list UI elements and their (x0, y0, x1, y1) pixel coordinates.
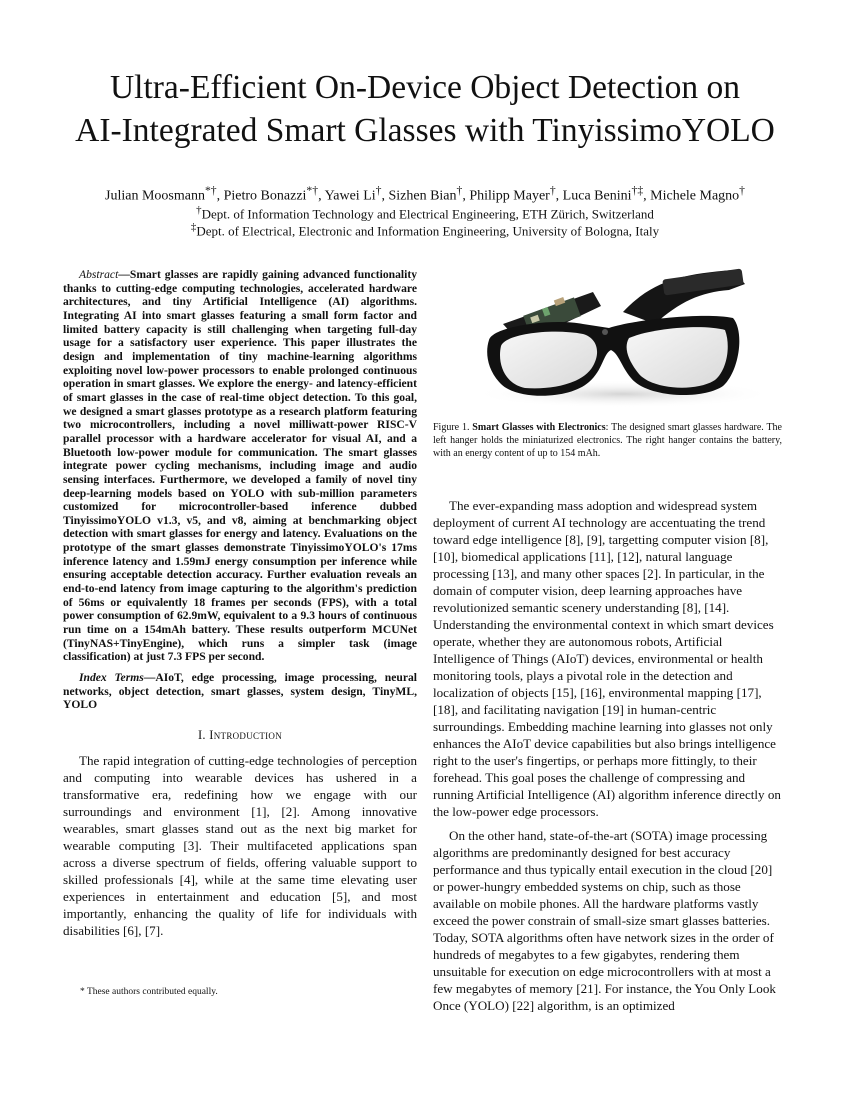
author-name: Sizhen Bian (388, 188, 457, 204)
affiliation-mark: ‡ (190, 221, 197, 233)
figure-smart-glasses (433, 262, 787, 417)
author-list: Julian Moosmann*†, Pietro Bonazzi*†, Yawei Li†, Sizhen Bian†, Philipp Mayer†, Luca Benini†‡, Michele Magno† (105, 184, 745, 204)
intro-paragraph-3: On the other hand, state-of-the-art (SOTA) image processing algorithms are predominantly designed for best accuracy performance and thus typically entail execution in the cloud [20] or power-hungry embedded systems on chip, such as those available on mobile phones. All the hardware platforms vastly exceed the power constrain of small-size smart glasses batteries. Today, SOTA algorithms often have network sizes in the order of hundreds of megabytes to a few gigabytes, rendering them unsuitable for execution on edge microcontrollers with at most a few megabytes of memory [21]. For instance, the You Only Look Once (YOLO) [22] algorithm, is an optimized (433, 828, 776, 1013)
intro-paragraph-1: The rapid integration of cutting-edge technologies of perception and computing into wearable devices has ushered in a transformative era, redefining how we engage with our surroundings and environment [1], [2]. Among innovative wearables, smart glasses stand out as the next big market for wearable computing [3]. Their multifaceted applications span across a diverse spectrum of fields, offering valuable support to skilled professionals [4], while at the same time elevating user experiences in entertainment and education [5], and most importantly, enhancing the quality of life for individuals with disabilities [6], [7]. (63, 753, 417, 938)
author-marks: *† (306, 184, 319, 197)
index-terms-label: Index Terms (79, 671, 144, 685)
abstract-label: Abstract (79, 268, 119, 281)
author-marks: † (549, 184, 556, 197)
author-marks: † (375, 184, 382, 197)
author-marks: † (739, 184, 745, 197)
author-name: Yawei Li (324, 188, 376, 204)
author-name: Luca Benini (562, 188, 632, 204)
affiliation-bologna (40, 219, 810, 239)
author-name: Pietro Bonazzi (223, 188, 307, 204)
figure-caption-label: Figure 1. (433, 422, 470, 433)
affiliation-mark: † (196, 204, 202, 216)
index-terms-text: —AIoT, edge processing, image processing, neural networks, object detection, smart glasses, system design, TinyML, YOLO (63, 671, 417, 712)
intro-paragraph-2: The ever-expanding mass adoption and widespread system deployment of current AI technology are accentuating the trend toward edge intelligence [8], [9], targetting computer vision [8], [10], biomedical applications [11], [12], natural language processing [13], and many other spaces [2]. In particular, in the domain of computer vision, deep learning approaches have revolutionized semantic scenery understanding [8], [14]. Understanding the environmental context in which smart devices operate, whether they are autonomous robots, Artificial Intelligence of Things (AIoT) devices, environmental or health monitoring tools, plays a pivotal role in the detection and localization of objects [15], [16], environmental mapping [17], [18], and facilitating navigation [19] in human-centric surroundings. Embedding machine learning into glasses not only enhances the AIoT device capabilities but also brings intelligence right to the user's fingertips, or perhaps more fittingly, to their forehead. This goal poses the challenge of compressing and running Artificial Intelligence (AI) algorithm inference directly on the low-power edge processors. (433, 498, 781, 819)
author-name: Michele Magno (650, 188, 740, 204)
footnote: * These authors contributed equally. (80, 987, 218, 997)
author-name: Philipp Mayer (469, 188, 550, 204)
affiliation-text: Dept. of Information Technology and Electrical Engineering, ETH Zürich, Switzerland (201, 206, 654, 222)
section-heading-introduction: I. Introduction (197, 728, 283, 742)
camera-icon (602, 329, 608, 335)
abstract-text: —Smart glasses are rapidly gaining advanced functionality thanks to cutting-edge computing technologies, accelerated hardware architectures, and tiny Artificial Intelligence (AI) algorithms. Integrating AI into smart glasses featuring a small form factor and limited battery capacity is still challenging when targeting full-day usage for a satisfactory user experience. This paper illustrates the design and implementation of tiny machine-learning algorithms exploiting novel low-power processors to enable prolonged continuous operation in smart glasses. We explore the energy- and latency-efficient of smart glasses in the case of real-time object detection. To this goal, we designed a smart glasses prototype as a research platform featuring two microcontrollers, including a novel milliwatt-power RISC-V parallel processor with a hardware accelerator for visual AI, and a Bluetooth low-power module for communication. The smart glasses integrate power cycling mechanisms, including image and audio sensing interfaces. Furthermore, we developed a family of novel tiny deep-learning models based on YOLO with sub-million parameters customized for microcontroller-based inference dubbed TinyissimoYOLO v1.3, v5, and v8, aiming at benchmarking object detection with smart glasses for energy and latency. Evaluations on the prototype of the smart glasses demonstrate TinyissimoYOLO's 17ms inference latency and 1.59mJ energy consumption per inference while ensuring acceptable detection accuracy. Further evaluation reveals an end-to-end latency from image capturing to the algorithm's prediction of 56ms or equivalently 18 frames per seconds (FPS), with a total power consumption of 62.9mW, equivalent to a 9.3 hours of continuous run time on a 154mAh battery. These results outperform MCUNet (TinyNAS+TinyEngine), which runs a simpler task (image classification) at just 7.3 FPS per second. (63, 268, 417, 664)
title-line-1: Ultra-Efficient On-Device Object Detection on (109, 69, 741, 106)
figure-caption (433, 421, 782, 460)
left-column (63, 268, 417, 939)
author-name: Julian Moosmann (105, 188, 205, 204)
index-terms (63, 671, 417, 712)
figure-caption-text: : The designed smart glasses hardware. The left hanger holds the miniaturized electronics. The right hanger contains the battery, with an energy content of up to 154 mAh. (433, 422, 782, 459)
paper-title (40, 66, 810, 152)
smart-glasses-illustration (433, 262, 787, 417)
author-marks: † (456, 184, 463, 197)
author-marks: *† (204, 184, 217, 197)
abstract (63, 268, 417, 664)
author-marks: †‡ (631, 184, 644, 197)
figure-caption-title: Smart Glasses with Electronics (472, 422, 606, 433)
affiliation-text: Dept. of Electrical, Electronic and Information Engineering, University of Bologna, Italy (196, 223, 660, 239)
title-line-2: AI-Integrated Smart Glasses with TinyissimoYOLO (75, 112, 775, 149)
right-column-text (433, 497, 782, 1021)
